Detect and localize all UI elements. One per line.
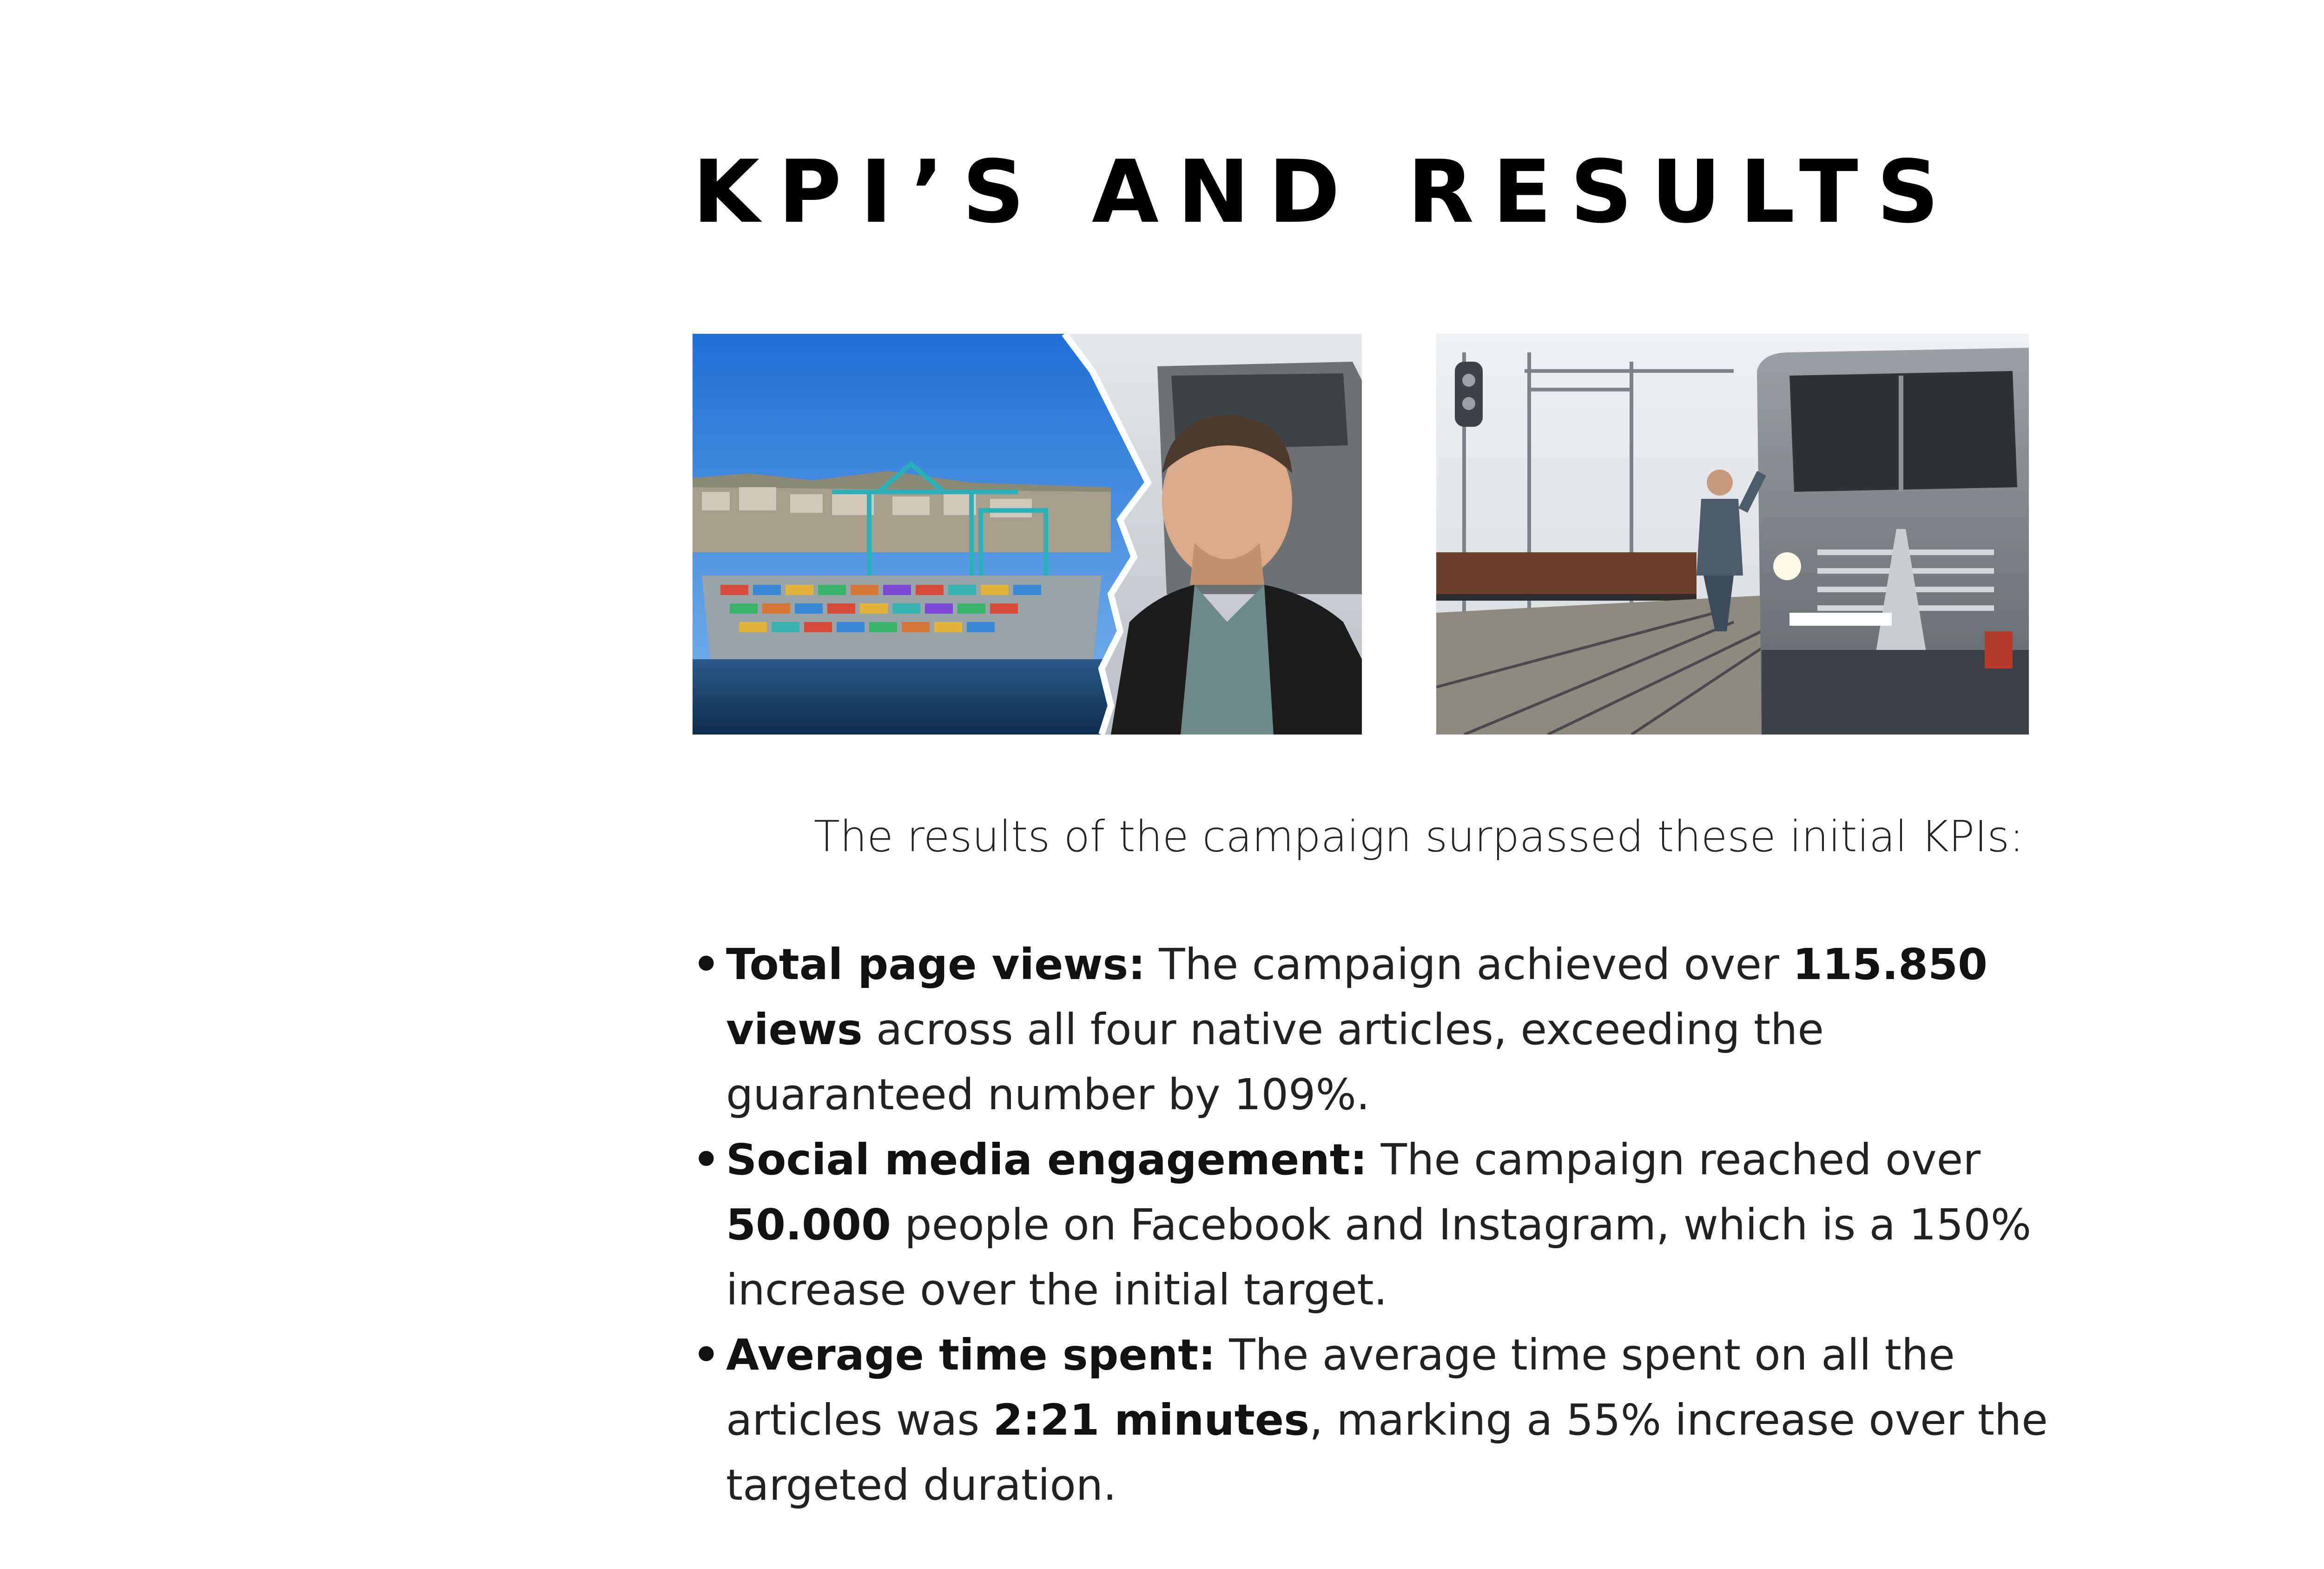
kpi-text: , marking a 55% increase over the targeted duration. [726, 1395, 2048, 1510]
port-collage-image [693, 334, 1362, 735]
kpi-text: across all four native articles, exceeding the guaranteed number by 109%. [726, 1005, 1824, 1119]
kpi-highlight: 115.850 views [726, 940, 1988, 1054]
kpi-item-page-views [693, 932, 2060, 1127]
kpi-label: Social media engagement: [726, 1135, 1367, 1185]
bullet: • [693, 1135, 720, 1185]
kpi-text: people on Facebook and Instagram, which is a 150% increase over the initial target. [726, 1200, 2032, 1315]
kpi-highlight: 50.000 [726, 1200, 891, 1250]
kpi-list [693, 932, 2226, 1518]
bullet: • [693, 940, 720, 989]
kpi-highlight: 2:21 minutes [993, 1395, 1309, 1445]
kpi-item-social-engagement [693, 1127, 2060, 1323]
train-image [1436, 334, 2029, 735]
slide-title: KPI’S AND RESULTS [693, 141, 1958, 242]
kpi-text: The average time spent on all the articles was [726, 1330, 1955, 1445]
kpi-label: Average time spent: [726, 1330, 1216, 1380]
kpi-text: The campaign achieved over [1145, 940, 1793, 989]
kpi-label: Total page views: [726, 940, 1146, 989]
bullet: • [693, 1330, 720, 1380]
kpi-item-time-spent [693, 1323, 2060, 1518]
kpi-text: The campaign reached over [1367, 1135, 1981, 1185]
intro-text: The results of the campaign surpassed these initial KPIs: [813, 812, 2024, 861]
